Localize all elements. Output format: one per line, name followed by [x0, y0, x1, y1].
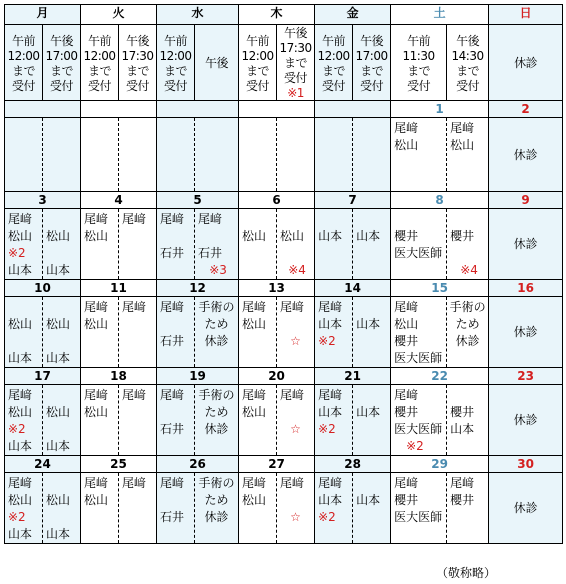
doctor-slot: 尾﨑 松山: [81, 473, 119, 544]
doctor-slot: 松山 山本: [43, 297, 81, 368]
doctor-slot: 尾﨑 石井: [157, 385, 195, 456]
day-header-fri: 金: [315, 5, 391, 25]
date-cell: 27: [239, 456, 315, 473]
hours-mon-am: 午前 12:00 まで 受付: [5, 25, 43, 101]
date-cell: 29: [391, 456, 489, 473]
date-cell: 26: [157, 456, 239, 473]
doctor-slot: 尾﨑 石井: [157, 297, 195, 368]
doctor-slot: [157, 118, 195, 192]
doctor-slot: 尾﨑 松山: [239, 473, 277, 544]
date-cell: 25: [81, 456, 157, 473]
sunday-closed: 休診: [489, 297, 563, 368]
date-cell: [315, 101, 391, 118]
hours-sun: 休診: [489, 25, 563, 101]
doctor-slot: 松山 山本: [43, 385, 81, 456]
doctor-slot: 松山 山本: [43, 473, 81, 544]
doctor-slot: 山本: [353, 209, 391, 280]
date-cell: [239, 101, 315, 118]
hours-wed-am: 午前 12:00 まで 受付: [157, 25, 195, 101]
doctor-slot: 松山 山本: [43, 209, 81, 280]
day-header-tue: 火: [81, 5, 157, 25]
date-cell: [157, 101, 239, 118]
doctor-slot: 尾﨑: [119, 297, 157, 368]
doctor-slot: 尾﨑 ☆: [277, 473, 315, 544]
date-cell: 21: [315, 368, 391, 385]
doctor-slot: 尾﨑 松山: [239, 385, 277, 456]
date-cell: 18: [81, 368, 157, 385]
doctor-slot: 尾﨑 石井: [157, 209, 195, 280]
doctor-slot: 尾﨑: [119, 473, 157, 544]
doctor-slot: 尾﨑: [119, 209, 157, 280]
hours-thu-am: 午前 12:00 まで 受付: [239, 25, 277, 101]
doctor-slot: 尾﨑: [119, 385, 157, 456]
schedule-table: [4, 4, 563, 544]
doctor-slot: [353, 118, 391, 192]
sunday-closed: 休診: [489, 385, 563, 456]
doctor-slot: 尾﨑 松山: [447, 118, 489, 192]
day-header-thu: 木: [239, 5, 315, 25]
date-cell: 28: [315, 456, 391, 473]
doctor-slot: 松山 山本: [5, 297, 43, 368]
date-cell: 10: [5, 280, 81, 297]
day-header-sun: 日: [489, 5, 563, 25]
sunday-closed: 休診: [489, 118, 563, 192]
date-cell: 16: [489, 280, 563, 297]
hours-fri-am: 午前 12:00 まで 受付: [315, 25, 353, 101]
date-cell: 7: [315, 192, 391, 209]
doctor-slot: 山本: [353, 297, 391, 368]
hours-wed-pm: 午後: [195, 25, 239, 101]
doctor-slot: [81, 118, 119, 192]
date-cell: 6: [239, 192, 315, 209]
doctor-slot: 尾﨑 櫻井 医大医師: [391, 473, 447, 544]
doctor-slot: 尾﨑 松山 ※2 山本: [5, 385, 43, 456]
date-cell: 22: [391, 368, 489, 385]
doctor-slot: [239, 118, 277, 192]
doctor-slot: 尾﨑 櫻井: [447, 473, 489, 544]
doctor-slot: 松山: [239, 209, 277, 280]
date-cell: 13: [239, 280, 315, 297]
doctor-slot: 手術の ため 休診: [195, 385, 239, 456]
doctor-slot: 尾﨑 山本 ※2: [315, 297, 353, 368]
footnote-honorifics-omitted: （敬称略）: [436, 566, 497, 580]
date-cell: 19: [157, 368, 239, 385]
date-cell: 3: [5, 192, 81, 209]
date-cell: 1: [391, 101, 489, 118]
date-cell: 5: [157, 192, 239, 209]
doctor-slot: 尾﨑 松山: [81, 209, 119, 280]
date-cell: 9: [489, 192, 563, 209]
doctor-slot: 尾﨑 松山: [239, 297, 277, 368]
date-cell: 15: [391, 280, 489, 297]
doctor-slot: [315, 118, 353, 192]
date-cell: 2: [489, 101, 563, 118]
doctor-slot: 山本: [315, 209, 353, 280]
day-header-mon: 月: [5, 5, 81, 25]
date-cell: 4: [81, 192, 157, 209]
doctor-slot: 櫻井 医大医師: [391, 209, 447, 280]
hours-sat-pm: 午後 14:30 まで 受付: [447, 25, 489, 101]
doctor-slot: 山本: [353, 473, 391, 544]
date-cell: 12: [157, 280, 239, 297]
doctor-slot: 尾﨑 山本 ※2: [315, 385, 353, 456]
date-cell: 23: [489, 368, 563, 385]
doctor-slot: 櫻井 ※4: [447, 209, 489, 280]
sunday-closed: 休診: [489, 209, 563, 280]
doctor-slot: [43, 118, 81, 192]
doctor-slot: 尾﨑 松山: [391, 118, 447, 192]
date-cell: 20: [239, 368, 315, 385]
hours-thu-pm: 午後 17:30 まで 受付 ※1: [277, 25, 315, 101]
date-cell: 8: [391, 192, 489, 209]
doctor-slot: 尾﨑 ☆: [277, 297, 315, 368]
hours-tue-am: 午前 12:00 まで 受付: [81, 25, 119, 101]
date-cell: 14: [315, 280, 391, 297]
day-header-sat: 土: [391, 5, 489, 25]
date-cell: 11: [81, 280, 157, 297]
doctor-slot: 尾﨑 松山: [81, 297, 119, 368]
doctor-slot: 尾﨑 松山 ※2 山本: [5, 473, 43, 544]
doctor-slot: 櫻井 山本: [447, 385, 489, 456]
doctor-slot: 尾﨑 松山: [81, 385, 119, 456]
hours-fri-pm: 午後 17:00 まで 受付: [353, 25, 391, 101]
date-cell: 30: [489, 456, 563, 473]
date-cell: 24: [5, 456, 81, 473]
hours-mon-pm: 午後 17:00 まで 受付: [43, 25, 81, 101]
doctor-slot: 尾﨑 ☆: [277, 385, 315, 456]
doctor-slot: [195, 118, 239, 192]
doctor-slot: [277, 118, 315, 192]
doctor-slot: 手術の ため 休診: [195, 297, 239, 368]
hours-sat-am: 午前 11:30 まで 受付: [391, 25, 447, 101]
day-header-wed: 水: [157, 5, 239, 25]
doctor-slot: [119, 118, 157, 192]
date-cell: [5, 101, 81, 118]
doctor-slot: 尾﨑 石井 ※3: [195, 209, 239, 280]
doctor-slot: 尾﨑 櫻井 医大医師 ※2: [391, 385, 447, 456]
doctor-slot: 手術の ため 休診: [447, 297, 489, 368]
doctor-slot: 尾﨑 松山 櫻井 医大医師: [391, 297, 447, 368]
doctor-slot: 山本: [353, 385, 391, 456]
doctor-slot: 松山 ※4: [277, 209, 315, 280]
doctor-slot: 尾﨑 山本 ※2: [315, 473, 353, 544]
sunday-closed: 休診: [489, 473, 563, 544]
hours-tue-pm: 午後 17:30 まで 受付: [119, 25, 157, 101]
doctor-slot: [5, 118, 43, 192]
doctor-slot: 尾﨑 松山 ※2 山本: [5, 209, 43, 280]
doctor-slot: 尾﨑 石井: [157, 473, 195, 544]
doctor-slot: 手術の ため 休診: [195, 473, 239, 544]
date-cell: [81, 101, 157, 118]
date-cell: 17: [5, 368, 81, 385]
